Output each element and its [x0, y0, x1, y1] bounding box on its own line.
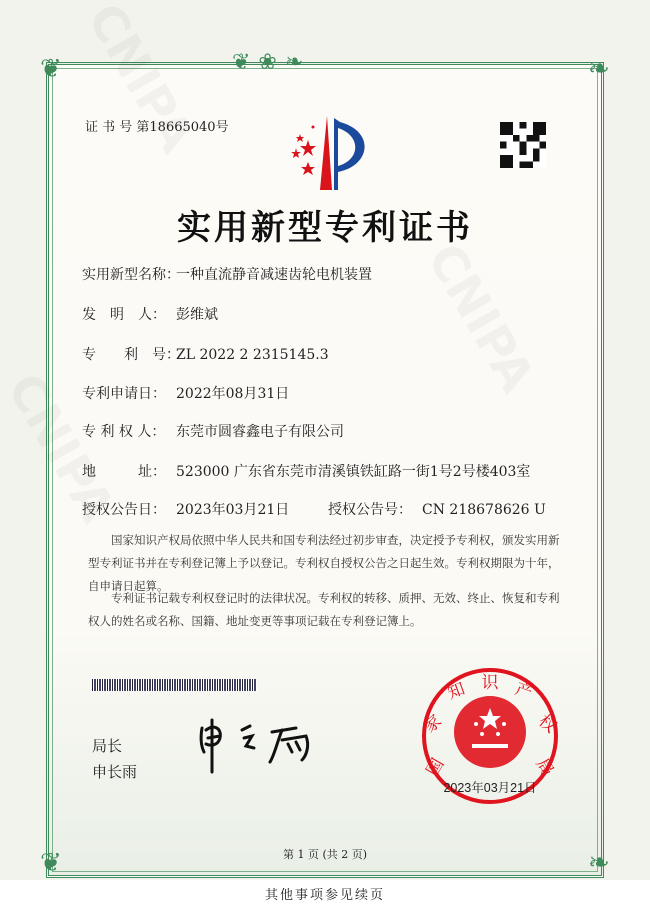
svg-text:产: 产 [512, 678, 536, 704]
cnipa-logo [280, 116, 370, 192]
signatory-name: 申长雨 [92, 763, 138, 781]
certificate-number: 证 书 号 第18665040号 [85, 120, 229, 135]
footer-note: 其他事项参见续页 [264, 888, 385, 903]
field-grant-date: 授权公告日： 2023年03月21日 [82, 502, 290, 518]
field-patentee: 专 利 权 人： 东莞市圆睿鑫电子有限公司 [82, 424, 344, 440]
signatory-title: 局长 [92, 737, 123, 755]
page-number: 第 1 页 (共 2 页) [282, 848, 368, 861]
field-address: 地 址： 523000 广东省东莞市清溪镇铁缸路一街1号2号楼403室 [82, 464, 531, 480]
svg-text:局: 局 [531, 755, 558, 780]
official-seal [420, 666, 560, 806]
corner-ornament-icon: ❦ [40, 54, 62, 84]
top-ornament-icon: ❦❀❧ [232, 50, 312, 75]
field-grant-number: 授权公告号： CN 218678626 U [328, 502, 546, 518]
paragraph-legal-status: 专利证书记载专利权登记时的法律状况。专利权的转移、质押、无效、终止、恢复和专利权人的姓名或名称、国籍、地址变更等事项记载在专利登记簿上。 [88, 591, 560, 628]
svg-text:识: 识 [481, 673, 499, 693]
svg-text:家: 家 [420, 711, 446, 738]
field-inventor: 发 明 人： 彭维斌 [82, 307, 218, 323]
qr-code[interactable] [500, 122, 546, 168]
document-title: 实用新型专利证书 [177, 208, 473, 248]
svg-text:知: 知 [444, 678, 468, 704]
svg-text:权: 权 [534, 711, 560, 738]
paragraph-grant-statement: 国家知识产权局依照中华人民共和国专利法经过初步审查，决定授予专利权，颁发实用新型专利证书并在专利登记簿上予以登记。专利权自授权公告之日起生效。专利权期限为十年，自申请日起算。 [88, 533, 560, 593]
seal-date: 2023年03月21日 [443, 781, 537, 795]
handwritten-signature [196, 716, 336, 776]
field-utility-model-name: 实用新型名称：一种直流静音减速齿轮电机装置 [82, 267, 372, 283]
svg-text:国: 国 [422, 755, 449, 780]
corner-ornament-icon: ❦ [40, 848, 62, 878]
corner-ornament-icon: ❧ [588, 54, 610, 84]
field-application-date: 专利申请日： 2022年08月31日 [82, 386, 290, 402]
barcode [92, 679, 257, 691]
corner-ornament-icon: ❧ [588, 848, 610, 878]
field-patent-number: 专 利 号：ZL 2022 2 2315145.3 [82, 347, 329, 363]
